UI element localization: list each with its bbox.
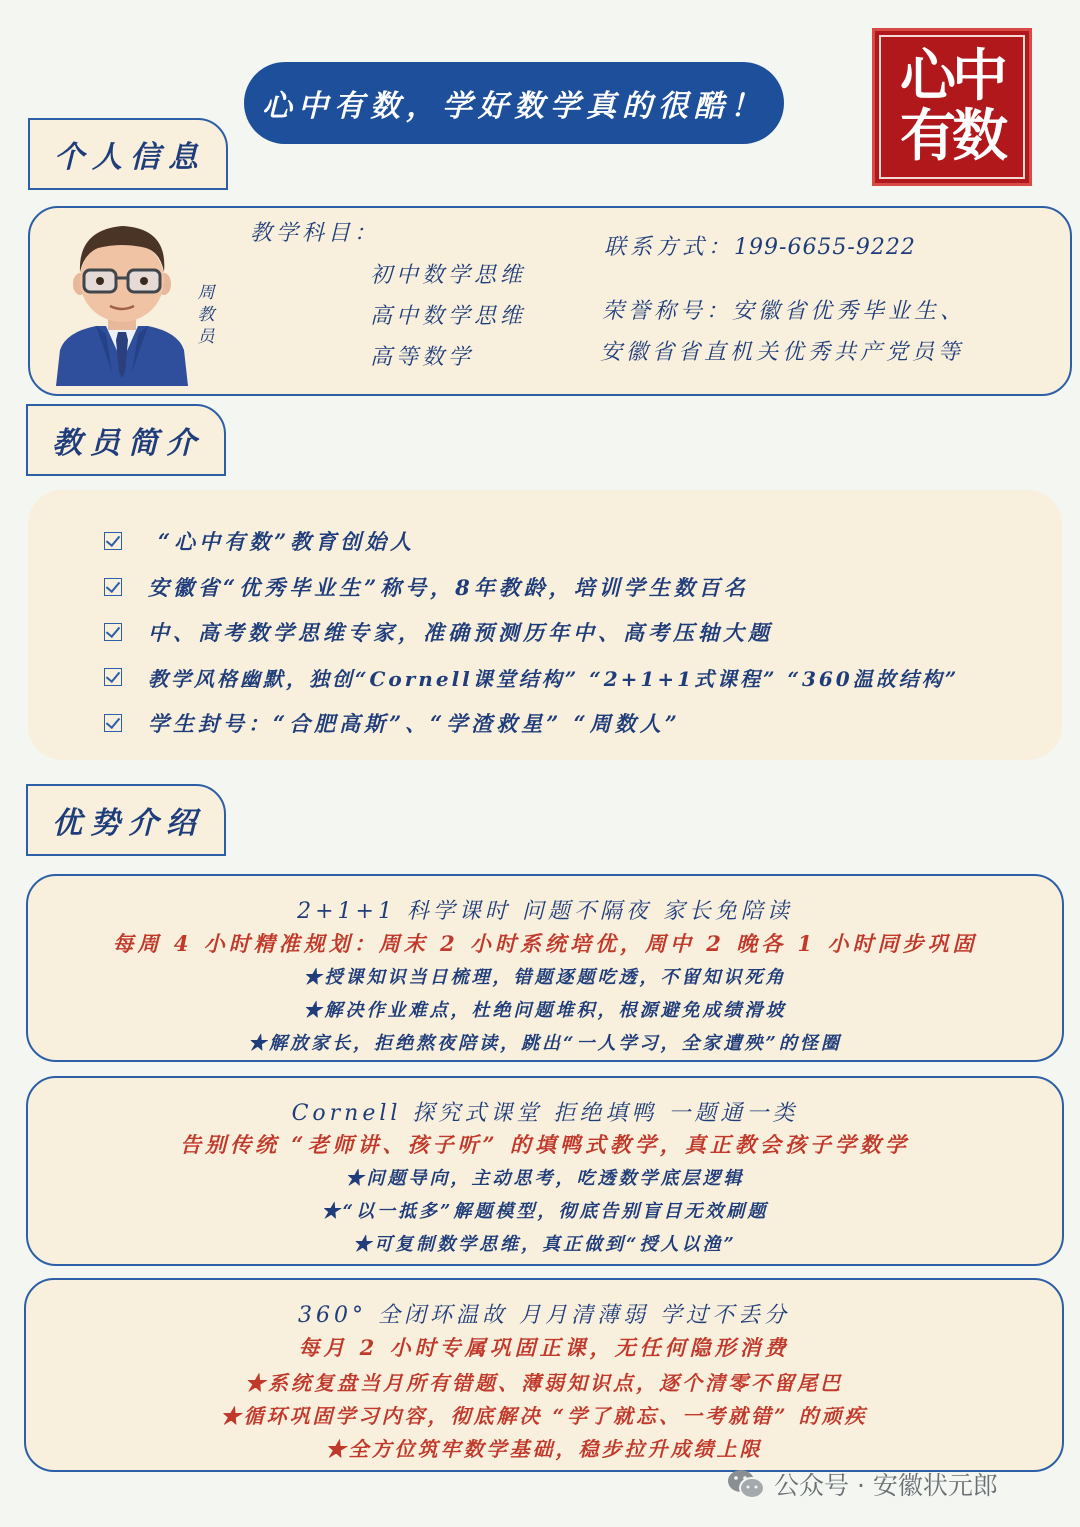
- checkbox-icon: [104, 668, 122, 686]
- advantage-point: ★问题导向，主动思考，吃透数学底层逻辑: [345, 1168, 745, 1189]
- honor-line-2: 安徽省省直机关优秀共产党员等: [600, 340, 965, 365]
- advantage-point: ★可复制数学思维，真正做到“授人以渔”: [353, 1234, 737, 1255]
- intro-list-item: “心中有数”教育创始人: [104, 526, 415, 556]
- advantage-subtitle: 每周 4 小时精准规划：周末 2 小时系统培优，周中 2 晚各 1 小时同步巩固: [112, 931, 978, 956]
- advantage-point: ★全方位筑牢数学基础，稳步拉升成绩上限: [325, 1437, 763, 1461]
- honor-line-1: 荣誉称号：安徽省优秀毕业生、: [602, 299, 967, 324]
- intro-list-item: 中、高考数学思维专家，准确预测历年中、高考压轴大题: [104, 617, 773, 647]
- advantage-point: ★系统复盘当月所有错题、薄弱知识点，逐个清零不留尾巴: [245, 1371, 843, 1395]
- seal-line-2: 有数: [900, 104, 1004, 169]
- advantage-card: [24, 1278, 1064, 1472]
- advantage-title: Cornell 探究式课堂 拒绝填鸭 一题通一类: [291, 1101, 799, 1126]
- advantage-title: 360° 全闭环温故 月月清薄弱 学过不丢分: [298, 1303, 790, 1328]
- checkbox-icon: [104, 714, 122, 732]
- subject-item: 高中数学思维: [370, 304, 527, 329]
- advantage-card: [26, 874, 1064, 1062]
- section-tab-personal-info: 个人信息: [28, 118, 228, 190]
- section-tab-teacher-intro: 教员简介: [26, 404, 226, 476]
- title-banner: 心中有数，学好数学真的很酷！: [244, 62, 784, 144]
- intro-list-item: 学生封号：“合肥高斯”、“学渣救星” “周数人”: [104, 708, 681, 738]
- advantage-point: ★解决作业难点，杜绝问题堆积，根源避免成绩滑坡: [303, 1000, 787, 1021]
- seal-line-1: 心中: [900, 44, 1004, 109]
- checkbox-icon: [104, 578, 122, 596]
- advantage-title: 2+1+1 科学课时 问题不隔夜 家长免陪读: [297, 899, 793, 924]
- subject-item: 初中数学思维: [370, 263, 527, 288]
- contact-info: [604, 230, 916, 261]
- advantage-point: ★解放家长，拒绝熬夜陪读，跳出“一人学习，全家遭殃”的怪圈: [248, 1033, 842, 1054]
- subject-label: 教学科目：: [250, 221, 381, 246]
- teacher-name-label: 周教员: [197, 283, 215, 347]
- advantage-card: [26, 1076, 1064, 1266]
- teacher-avatar: [56, 222, 188, 386]
- intro-list-item: 教学风格幽默，独创“Cornell课堂结构” “2+1+1式课程” “360温故结构”: [104, 662, 959, 692]
- wechat-icon: [726, 1467, 766, 1501]
- contact-phone: 199-6655-9222: [734, 235, 916, 260]
- brand-seal-logo: [872, 28, 1032, 186]
- intro-list-item: 安徽省“优秀毕业生”称号，8年教龄，培训学生数百名: [104, 572, 749, 602]
- advantage-subtitle: 告别传统 “老师讲、孩子听” 的填鸭式教学，真正教会孩子学数学: [180, 1132, 910, 1157]
- checkbox-icon: [104, 532, 122, 550]
- contact-label: 联系方式：: [604, 235, 735, 260]
- subject-item: 高等数学: [370, 345, 475, 370]
- section-tab-advantages: 优势介绍: [26, 784, 226, 856]
- advantage-point: ★授课知识当日梳理，错题逐题吃透，不留知识死角: [303, 967, 787, 988]
- watermark-text: 公众号 · 安徽状元郎: [774, 1471, 998, 1500]
- wechat-watermark: [726, 1462, 998, 1506]
- advantage-point: ★“以一抵多”解题模型，彻底告别盲目无效刷题: [321, 1201, 769, 1222]
- checkbox-icon: [104, 623, 122, 641]
- advantage-point: ★循环巩固学习内容，彻底解决 “学了就忘、一考就错” 的顽疾: [220, 1404, 868, 1428]
- advantage-subtitle: 每月 2 小时专属巩固正课，无任何隐形消费: [298, 1335, 790, 1360]
